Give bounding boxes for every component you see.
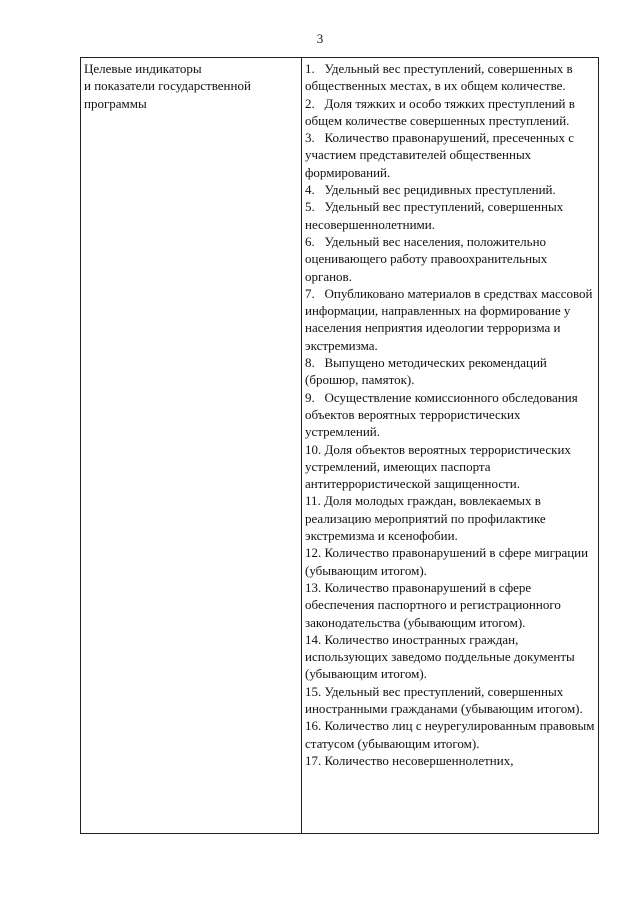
indicators-list bbox=[305, 60, 596, 769]
list-item bbox=[305, 631, 596, 683]
item-number: 13. bbox=[305, 579, 322, 595]
list-item bbox=[305, 441, 596, 493]
list-item bbox=[305, 285, 596, 354]
item-text: Доля тяжких и особо тяжких преступлений в общем количестве совершенных преступлений. bbox=[305, 95, 575, 128]
list-item bbox=[305, 233, 596, 285]
list-item bbox=[305, 752, 596, 769]
item-text: Удельный вес преступлений, совершенных несовершеннолетними. bbox=[305, 199, 564, 232]
list-item bbox=[305, 683, 596, 718]
list-item bbox=[305, 544, 596, 579]
item-text: Количество правонарушений в сфере обеспечения паспортного и регистрационного законодательства (убывающим итогом). bbox=[305, 579, 561, 630]
item-text: Осуществление комиссионного обследования объектов вероятных террористических устремлений. bbox=[305, 389, 578, 440]
item-text: Доля молодых граждан, вовлекаемых в реализацию мероприятий по профилактике экстремизма и ксенофобии. bbox=[305, 493, 546, 544]
item-number: 17. bbox=[305, 752, 322, 768]
page-number: 3 bbox=[316, 31, 324, 46]
indicators-table bbox=[80, 57, 599, 834]
item-number: 11. bbox=[305, 493, 321, 509]
item-text: Количество иностранных граждан, использующих заведомо поддельные документы (убывающим итогом). bbox=[305, 631, 575, 682]
list-item bbox=[305, 717, 596, 752]
item-number: 14. bbox=[305, 631, 322, 647]
item-number: 6. bbox=[305, 233, 315, 249]
table-row bbox=[81, 58, 599, 834]
indicators-list-cell bbox=[302, 58, 599, 834]
list-item bbox=[305, 389, 596, 441]
list-item bbox=[305, 129, 596, 181]
item-number: 5. bbox=[305, 199, 315, 215]
item-number: 16. bbox=[305, 718, 322, 734]
item-number: 10. bbox=[305, 441, 322, 457]
item-number: 4. bbox=[305, 182, 315, 198]
item-text: Удельный вес рецидивных преступлений. bbox=[324, 182, 556, 198]
item-number: 15. bbox=[305, 683, 322, 699]
item-text: Удельный вес населения, положительно оценивающего работу правоохранительных органов. bbox=[305, 233, 548, 284]
list-item bbox=[305, 60, 596, 95]
item-number: 2. bbox=[305, 95, 315, 111]
list-item bbox=[305, 354, 596, 389]
item-number: 3. bbox=[305, 130, 315, 146]
indicators-label: Целевые индикаторы и показатели государственной программы bbox=[84, 61, 251, 111]
item-text: Удельный вес преступлений, совершенных иностранными гражданами (убывающим итогом). bbox=[305, 683, 583, 716]
item-number: 7. bbox=[305, 285, 315, 301]
item-text: Количество несовершеннолетних, bbox=[324, 752, 514, 768]
list-item bbox=[305, 181, 596, 198]
item-text: Количество правонарушений, пресеченных с участием представителей общественных формирований. bbox=[305, 130, 575, 180]
item-text: Удельный вес преступлений, совершенных в общественных местах, в их общем количестве. bbox=[305, 61, 573, 94]
item-number: 8. bbox=[305, 355, 315, 371]
indicators-label-cell bbox=[81, 58, 302, 834]
item-number: 1. bbox=[305, 61, 315, 76]
item-text: Количество лиц с неурегулированным правовым статусом (убывающим итогом). bbox=[305, 718, 595, 751]
list-item bbox=[305, 95, 596, 130]
item-number: 9. bbox=[305, 389, 315, 405]
list-item bbox=[305, 198, 596, 233]
item-number: 12. bbox=[305, 545, 322, 561]
item-text: Опубликовано материалов в средствах массовой информации, направленных на формирование у населения неприятия идеологии терроризма и экстремизма. bbox=[305, 285, 593, 353]
item-text: Количество правонарушений в сфере миграции (убывающим итогом). bbox=[305, 545, 589, 578]
item-text: Выпущено методических рекомендаций (брошюр, памяток). bbox=[305, 355, 547, 388]
list-item bbox=[305, 492, 596, 544]
item-text: Доля объектов вероятных террористических устремлений, имеющих паспорта антитеррористической защищенности. bbox=[305, 441, 571, 492]
list-item bbox=[305, 579, 596, 631]
